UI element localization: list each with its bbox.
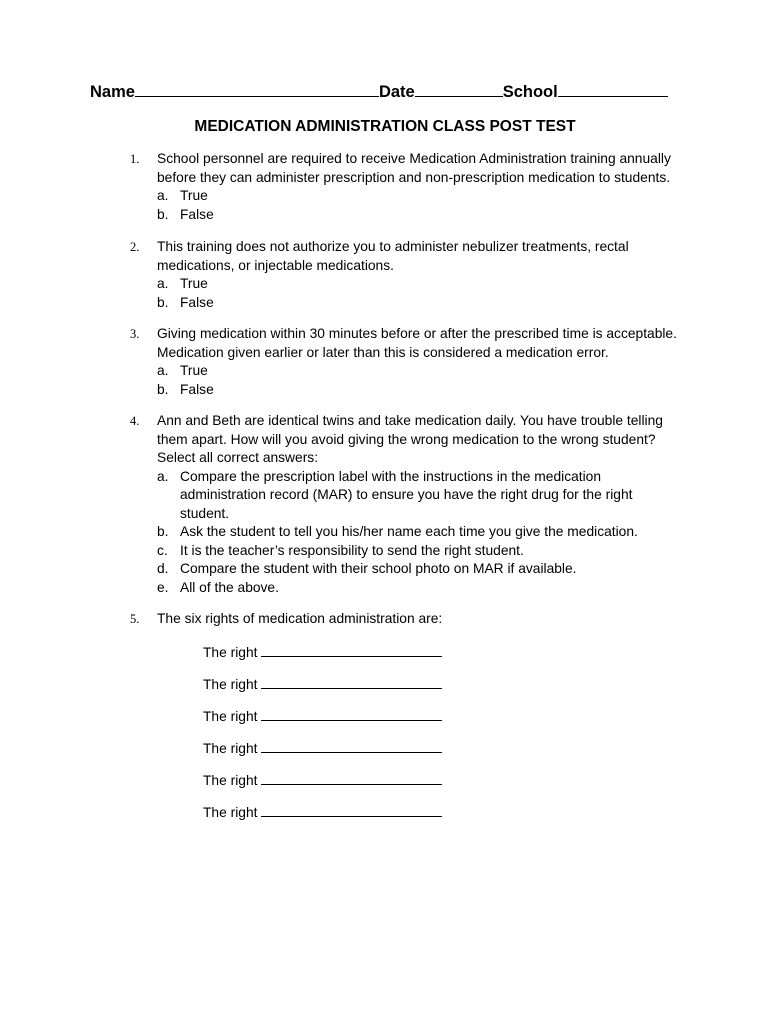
question-4 — [130, 412, 700, 597]
right-label: The right — [203, 773, 258, 788]
date-label: Date — [378, 83, 415, 101]
school-label: School — [502, 83, 558, 101]
right-answer-field[interactable] — [261, 802, 442, 817]
question-text: This training does not authorize you to administer nebulizer treatments, rectal medications, or injectable medications. — [157, 239, 629, 273]
right-row-5 — [203, 770, 442, 790]
option-text: Compare the prescription label with the instructions in the medication administration record (MAR) to ensure you have the right drug for the right student. — [180, 468, 633, 521]
option-letter: b. — [157, 524, 169, 539]
option-letter: a. — [157, 276, 169, 291]
answer-option-a[interactable] — [157, 275, 700, 294]
right-answer-field[interactable] — [261, 642, 442, 657]
answer-option-b[interactable] — [157, 381, 700, 400]
right-answer-field[interactable] — [261, 706, 442, 721]
question-5 — [130, 610, 700, 629]
option-text: False — [180, 294, 214, 310]
question-text: School personnel are required to receive Medication Administration training annually before they can administer prescription and non-prescription medication to students. — [157, 151, 671, 185]
option-letter: b. — [157, 294, 169, 310]
option-text: True — [180, 363, 208, 378]
option-text: True — [180, 276, 208, 291]
right-label: The right — [203, 805, 258, 820]
question-number: 2. — [130, 240, 140, 254]
answer-option-b[interactable] — [157, 206, 700, 225]
question-text: Giving medication within 30 minutes before or after the prescribed time is acceptable. Medication given earlier or later than this is considered a medication error. — [157, 326, 677, 360]
option-text: It is the teacher’s responsibility to send the right student. — [180, 542, 524, 558]
option-letter: e. — [157, 579, 169, 595]
page-title: MEDICATION ADMINISTRATION CLASS POST TEST — [194, 118, 576, 135]
answer-option-a[interactable] — [157, 187, 700, 206]
school-field[interactable] — [558, 80, 668, 97]
right-row-6 — [203, 802, 442, 822]
option-letter: b. — [157, 206, 169, 222]
option-text: Ask the student to tell you his/her name each time you give the medication. — [180, 524, 638, 539]
option-letter: a. — [157, 188, 169, 203]
answer-option-b[interactable] — [157, 294, 700, 313]
option-letter: b. — [157, 381, 169, 397]
right-label: The right — [203, 677, 258, 692]
header-fields — [90, 80, 668, 103]
right-label: The right — [203, 741, 258, 756]
question-text: The six rights of medication administration are: — [157, 611, 443, 626]
question-3 — [130, 325, 700, 399]
answer-option-d[interactable] — [157, 560, 700, 579]
right-answer-field[interactable] — [261, 738, 442, 753]
answer-option-a[interactable] — [157, 362, 700, 381]
right-label: The right — [203, 709, 258, 724]
option-text: False — [180, 206, 214, 222]
question-number: 1. — [130, 152, 140, 166]
right-row-3 — [203, 706, 442, 726]
option-text: True — [180, 188, 208, 203]
right-answer-field[interactable] — [261, 674, 442, 689]
option-letter: d. — [157, 561, 169, 576]
right-row-4 — [203, 738, 442, 758]
answer-option-a[interactable] — [157, 468, 700, 524]
name-field[interactable] — [135, 80, 379, 97]
answer-option-b[interactable] — [157, 523, 700, 542]
answer-option-c[interactable] — [157, 542, 700, 561]
option-letter: a. — [157, 468, 169, 484]
question-1 — [130, 150, 700, 224]
right-row-2 — [203, 674, 442, 694]
name-label: Name — [90, 83, 135, 101]
date-field[interactable] — [415, 80, 503, 97]
right-answer-field[interactable] — [261, 770, 442, 785]
option-text: All of the above. — [180, 579, 279, 595]
option-text: False — [180, 381, 214, 397]
right-label: The right — [203, 645, 258, 660]
question-2 — [130, 238, 700, 312]
question-number: 5. — [130, 612, 140, 626]
option-text: Compare the student with their school photo on MAR if available. — [180, 561, 577, 576]
question-number: 4. — [130, 414, 140, 428]
option-letter: c. — [157, 542, 168, 558]
question-text: Ann and Beth are identical twins and take medication daily. You have trouble telling them apart. How will you avoid giving the wrong medication to the wrong student? Select all correct answers: — [157, 413, 663, 465]
option-letter: a. — [157, 363, 169, 378]
answer-option-e[interactable] — [157, 579, 700, 598]
question-number: 3. — [130, 327, 140, 341]
right-row-1 — [203, 642, 442, 662]
